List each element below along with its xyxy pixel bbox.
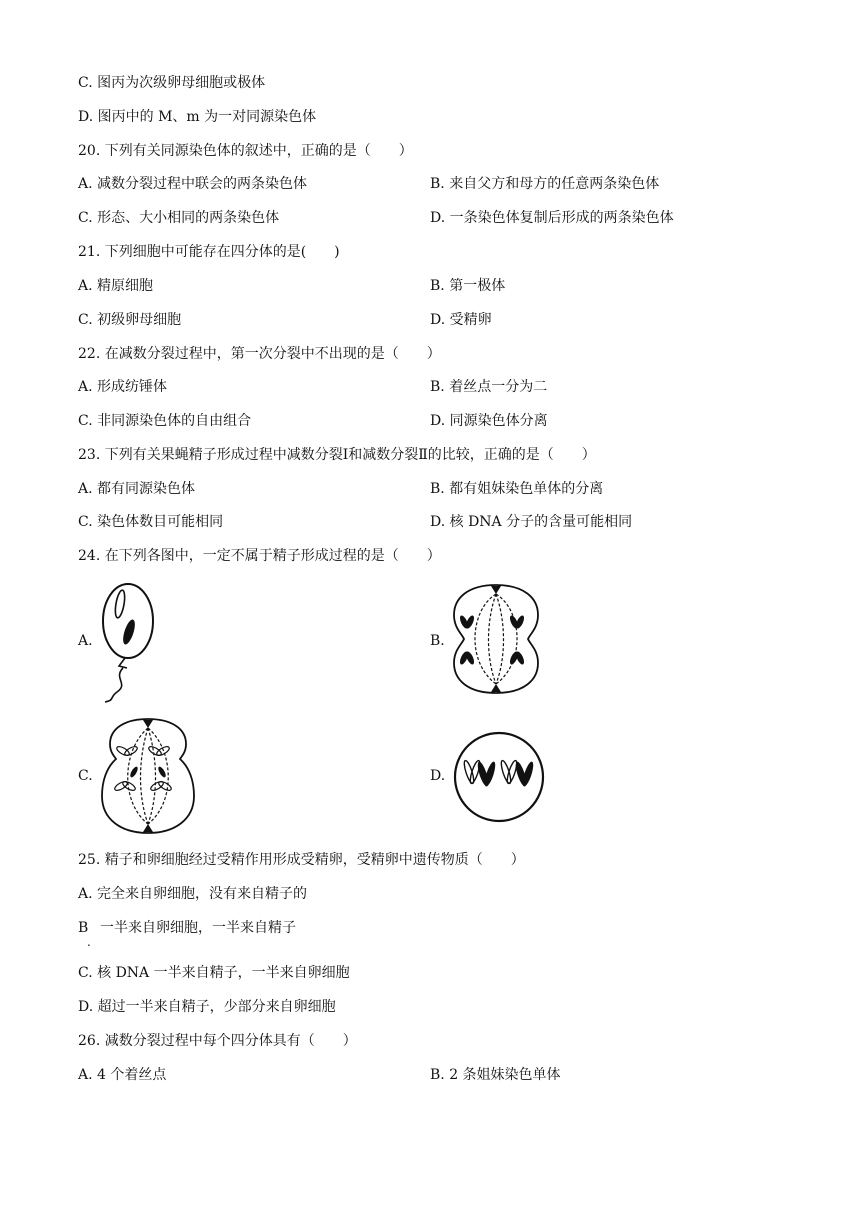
question-25: 25. 精子和卵细胞经过受精作用形成受精卵，受精卵中遗传物质（ ） <box>78 852 525 868</box>
question-23: 23. 下列有关果蝇精子形成过程中减数分裂Ⅰ和减数分裂Ⅱ的比较，正确的是（ ） <box>78 447 596 463</box>
q25-option-a: A. 完全来自卵细胞，没有来自精子的 <box>78 886 308 902</box>
figure-c-unequal-division <box>98 716 198 836</box>
question-20: 20. 下列有关同源染色体的叙述中，正确的是（ ） <box>78 143 413 159</box>
q23-option-a: A. 都有同源染色体 <box>78 481 196 497</box>
q25-option-c: C. 核 DNA 一半来自精子，一半来自卵细胞 <box>78 965 350 981</box>
question-26: 26. 减数分裂过程中每个四分体具有（ ） <box>78 1033 357 1049</box>
figure-a-sperm <box>95 580 165 705</box>
q20-option-c: C. 形态、大小相同的两条染色体 <box>78 210 280 226</box>
q23-option-d: D. 核 DNA 分子的含量可能相同 <box>430 514 633 530</box>
q21-option-c: C. 初级卵母细胞 <box>78 312 182 328</box>
q23-option-b: B. 都有姐妹染色单体的分离 <box>430 481 604 497</box>
q25-option-d: D. 超过一半来自精子，少部分来自卵细胞 <box>78 999 336 1015</box>
figure-b-dividing-cell <box>450 582 542 697</box>
figure-d-round-cell <box>452 730 546 824</box>
q26-option-b: B. 2 条姐妹染色单体 <box>430 1067 561 1083</box>
q26-option-a: A. 4 个着丝点 <box>78 1067 167 1083</box>
option-c-prev: C. 图丙为次级卵母细胞或极体 <box>78 75 266 91</box>
q22-option-d: D. 同源染色体分离 <box>430 413 548 429</box>
question-21: 21. 下列细胞中可能存在四分体的是( ) <box>78 244 340 260</box>
q23-option-c: C. 染色体数目可能相同 <box>78 514 224 530</box>
option-d-prev: D. 图丙中的 M、m 为一对同源染色体 <box>78 109 317 125</box>
q21-option-b: B. 第一极体 <box>430 278 506 294</box>
question-24: 24. 在下列各图中，一定不属于精子形成过程的是（ ） <box>78 548 441 564</box>
q20-option-d: D. 一条染色体复制后形成的两条染色体 <box>430 210 674 226</box>
q22-option-a: A. 形成纺锤体 <box>78 379 168 395</box>
q22-option-b: B. 着丝点一分为二 <box>430 379 548 395</box>
q25-option-b-dot: . <box>87 935 91 949</box>
q21-option-d: D. 受精卵 <box>430 312 492 328</box>
question-22: 22. 在减数分裂过程中，第一次分裂中不出现的是（ ） <box>78 346 441 362</box>
q20-option-a: A. 减数分裂过程中联会的两条染色体 <box>78 176 308 192</box>
q22-option-c: C. 非同源染色体的自由组合 <box>78 413 252 429</box>
q20-option-b: B. 来自父方和母方的任意两条染色体 <box>430 176 660 192</box>
q24-label-b: B. <box>430 633 445 649</box>
q25-option-b-letter: B <box>78 920 89 936</box>
q24-label-d: D. <box>430 768 446 784</box>
q25-option-b: 一半来自卵细胞，一半来自精子 <box>100 920 296 936</box>
q24-label-a: A. <box>78 633 93 649</box>
q24-label-c: C. <box>78 768 93 784</box>
q21-option-a: A. 精原细胞 <box>78 278 154 294</box>
